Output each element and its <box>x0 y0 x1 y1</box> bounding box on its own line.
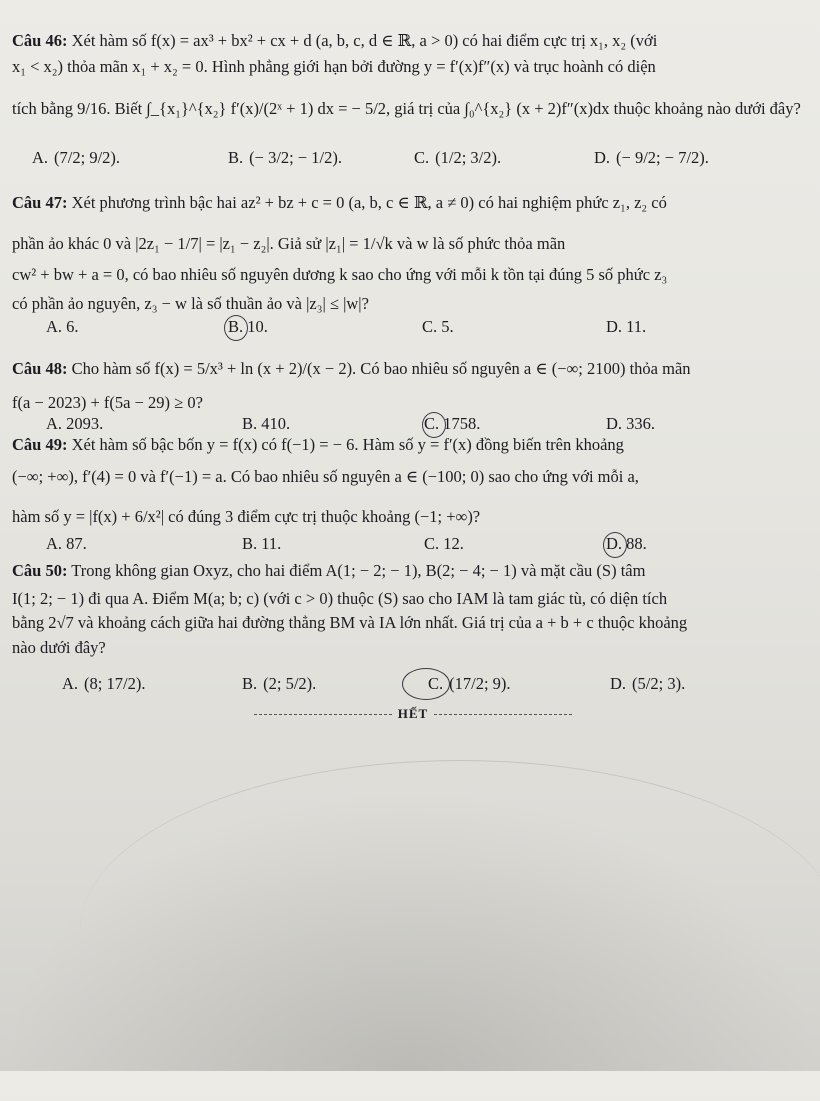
q49-line-3: hàm số y = |f(x) + 6/x²| có đúng 3 điểm cực trị thuộc khoảng (−1; +∞)? <box>12 507 481 526</box>
q47-option-c: C. 5. <box>422 317 454 336</box>
end-rule-right <box>434 714 572 715</box>
q48-option-b: B. 410. <box>242 414 291 433</box>
q47-option-a: A. 6. <box>46 317 79 336</box>
q46-option-b-label: B. <box>228 148 244 167</box>
q47-line-3: cw² + bw + a = 0, có bao nhiêu số nguyên dương k sao cho ứng với mỗi k tồn tại đúng 5 số phức z₃ <box>12 265 668 284</box>
q49-option-a: A. 87. <box>46 534 87 553</box>
q50-line-2: I(1; 2; − 1) đi qua A. Điểm M(a; b; c) (với c > 0) thuộc (S) sao cho IAM là tam giác tù, có diện tích <box>12 589 668 608</box>
q46-option-a: (7/2; 9/2). <box>54 148 121 167</box>
q50-option-b: (2; 5/2). <box>263 674 317 693</box>
q47-options <box>0 305 820 349</box>
q49-line-2: (−∞; +∞), f′(4) = 0 và f′(−1) = a. Có bao nhiêu số nguyên a ∈ (−100; 0) sao cho ứng với mỗi a, <box>12 467 639 486</box>
question-number: Câu 46: <box>12 31 68 50</box>
q48-option-c: C. 1758. <box>424 414 481 433</box>
q46-option-d: (− 9/2; − 7/2). <box>616 148 709 167</box>
q49-line-1: Câu 49: Xét hàm số bậc bốn y = f(x) có f(−1) = − 6. Hàm số y = f′(x) đồng biến trên khoảng <box>12 435 624 454</box>
q46-options <box>0 136 820 180</box>
q47-option-d: D. 11. <box>606 317 647 336</box>
q46-option-c: (1/2; 3/2). <box>435 148 502 167</box>
end-rule-left <box>254 714 392 715</box>
q46-option-c-label: C. <box>414 148 430 167</box>
q50-option-b-label: B. <box>242 674 258 693</box>
q50-option-d: (5/2; 3). <box>632 674 686 693</box>
q47-line-2: phần ảo khác 0 và |2z₁ − 1/7| = |z₁ − z₂|. Giả sử |z₁| = 1/√k và w là số phức thỏa mãn <box>12 234 566 253</box>
q50-line-3: bằng 2√7 và khoảng cách giữa hai đường thẳng BM và IA lớn nhất. Giá trị của a + b + c thuộc khoảng <box>12 613 688 632</box>
q49-option-d: D. 88. <box>606 534 647 553</box>
question-number: Câu 50: <box>12 561 68 580</box>
q50-option-a: (8; 17/2). <box>84 674 146 693</box>
q46-line-2: x₁ < x₂) thỏa mãn x₁ + x₂ = 0. Hình phẳng giới hạn bởi đường y = f′(x)f″(x) và trục hoành có diện <box>12 57 656 76</box>
q48-option-d: D. 336. <box>606 414 656 433</box>
question-number: Câu 47: <box>12 193 68 212</box>
answer-mark-ellipse <box>402 668 450 700</box>
q48-line-1: Câu 48: Cho hàm số f(x) = 5/x³ + ln (x + 2)/(x − 2). Có bao nhiêu số nguyên a ∈ (−∞; 2100) thỏa mãn <box>12 359 691 378</box>
end-marker <box>248 706 578 722</box>
q49-option-b: B. 11. <box>242 534 282 553</box>
q46-option-a-label: A. <box>32 148 49 167</box>
q50-option-c: (17/2; 9). <box>449 674 511 693</box>
answer-mark-circle <box>603 532 627 558</box>
q46-option-b: (− 3/2; − 1/2). <box>249 148 342 167</box>
q50-option-c-label: C. <box>428 674 444 693</box>
q47-option-b: B. 10. <box>228 317 268 336</box>
q48-line-2: f(a − 2023) + f(5a − 29) ≥ 0? <box>12 393 203 412</box>
q49-option-c: C. 12. <box>424 534 464 553</box>
answer-mark-circle <box>224 315 248 341</box>
question-number: Câu 49: <box>12 435 68 454</box>
q47-line-4: có phần ảo nguyên, z₃ − w là số thuần ảo và |z₃| ≤ |w|? <box>12 294 369 313</box>
q50-option-a-label: A. <box>62 674 79 693</box>
q46-option-d-label: D. <box>594 148 611 167</box>
q50-line-4: nào dưới đây? <box>12 638 106 657</box>
q46-line-3: tích bằng 9/16. Biết ∫_{x₁}^{x₂} f′(x)/(2ˣ + 1) dx = − 5/2, giá trị của ∫₀^{x₂} (x + 2)f″(x)dx thuộc khoảng nào dưới đây? <box>12 99 801 118</box>
q50-option-d-label: D. <box>610 674 627 693</box>
q48-option-a: A. 2093. <box>46 414 104 433</box>
question-number: Câu 48: <box>12 359 68 378</box>
q46-line-1: Câu 46: Xét hàm số f(x) = ax³ + bx² + cx + d (a, b, c, d ∈ ℝ, a > 0) có hai điểm cực trị x₁, x₂ (với <box>12 31 658 50</box>
end-label: HẾT <box>397 706 429 721</box>
q50-line-1: Câu 50: Trong không gian Oxyz, cho hai điểm A(1; − 2; − 1), B(2; − 4; − 1) và mặt cầu (S) tâm <box>12 561 646 580</box>
paper-shadow <box>0 790 820 1071</box>
q47-line-1: Câu 47: Xét phương trình bậc hai az² + bz + c = 0 (a, b, c ∈ ℝ, a ≠ 0) có hai nghiệm phức z₁, z₂ có <box>12 193 667 212</box>
